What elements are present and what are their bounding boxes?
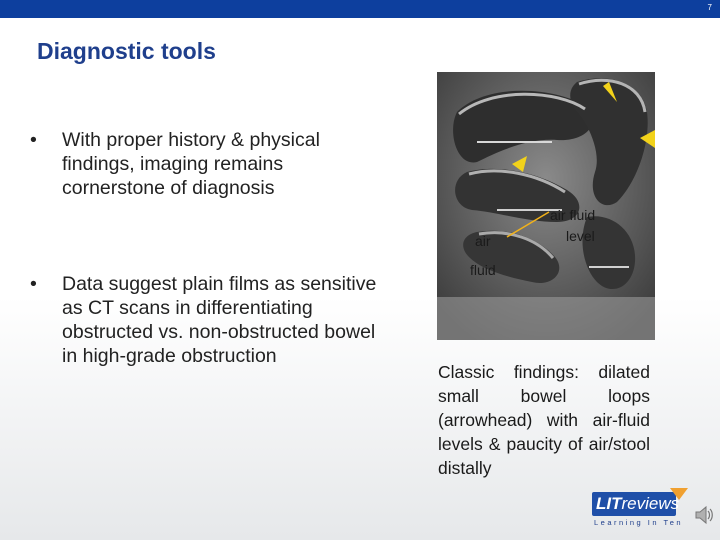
label-air: air: [475, 233, 491, 249]
chevron-down-icon: [670, 488, 688, 500]
abdominal-xray-image: [437, 72, 655, 340]
bullet-item: [30, 128, 390, 200]
label-fluid: fluid: [470, 262, 496, 278]
label-air-fluid: air fluid: [550, 207, 596, 223]
figure-caption: Classic findings: dilated small bowel loops (arrowhead) with air-fluid levels & paucity of air/stool distally: [438, 362, 650, 478]
logo-brand-light: reviews: [621, 494, 680, 513]
bullet-dot: •: [30, 129, 37, 151]
top-bar: [0, 0, 720, 18]
bullet-text: With proper history & physical findings, imaging remains cornerstone of diagnosis: [62, 129, 320, 199]
page-number: 7: [707, 3, 712, 12]
bullet-text: Data suggest plain films as sensitive as CT scans in differentiating obstructed vs. non-obstructed bowel in high-grade obstruction: [62, 273, 377, 367]
label-level: level: [566, 228, 595, 244]
bullet-item: [30, 272, 390, 368]
bullet-list: [30, 128, 390, 368]
slide-title: Diagnostic tools: [37, 38, 216, 64]
logo-brand: [596, 494, 679, 514]
litreviews-logo: [592, 492, 688, 532]
speaker-icon[interactable]: [694, 504, 714, 526]
logo-brand-bold: LIT: [596, 494, 622, 513]
bullet-dot: •: [30, 273, 37, 295]
logo-box: [592, 492, 680, 516]
logo-tagline: Learning In Ten: [594, 518, 684, 527]
